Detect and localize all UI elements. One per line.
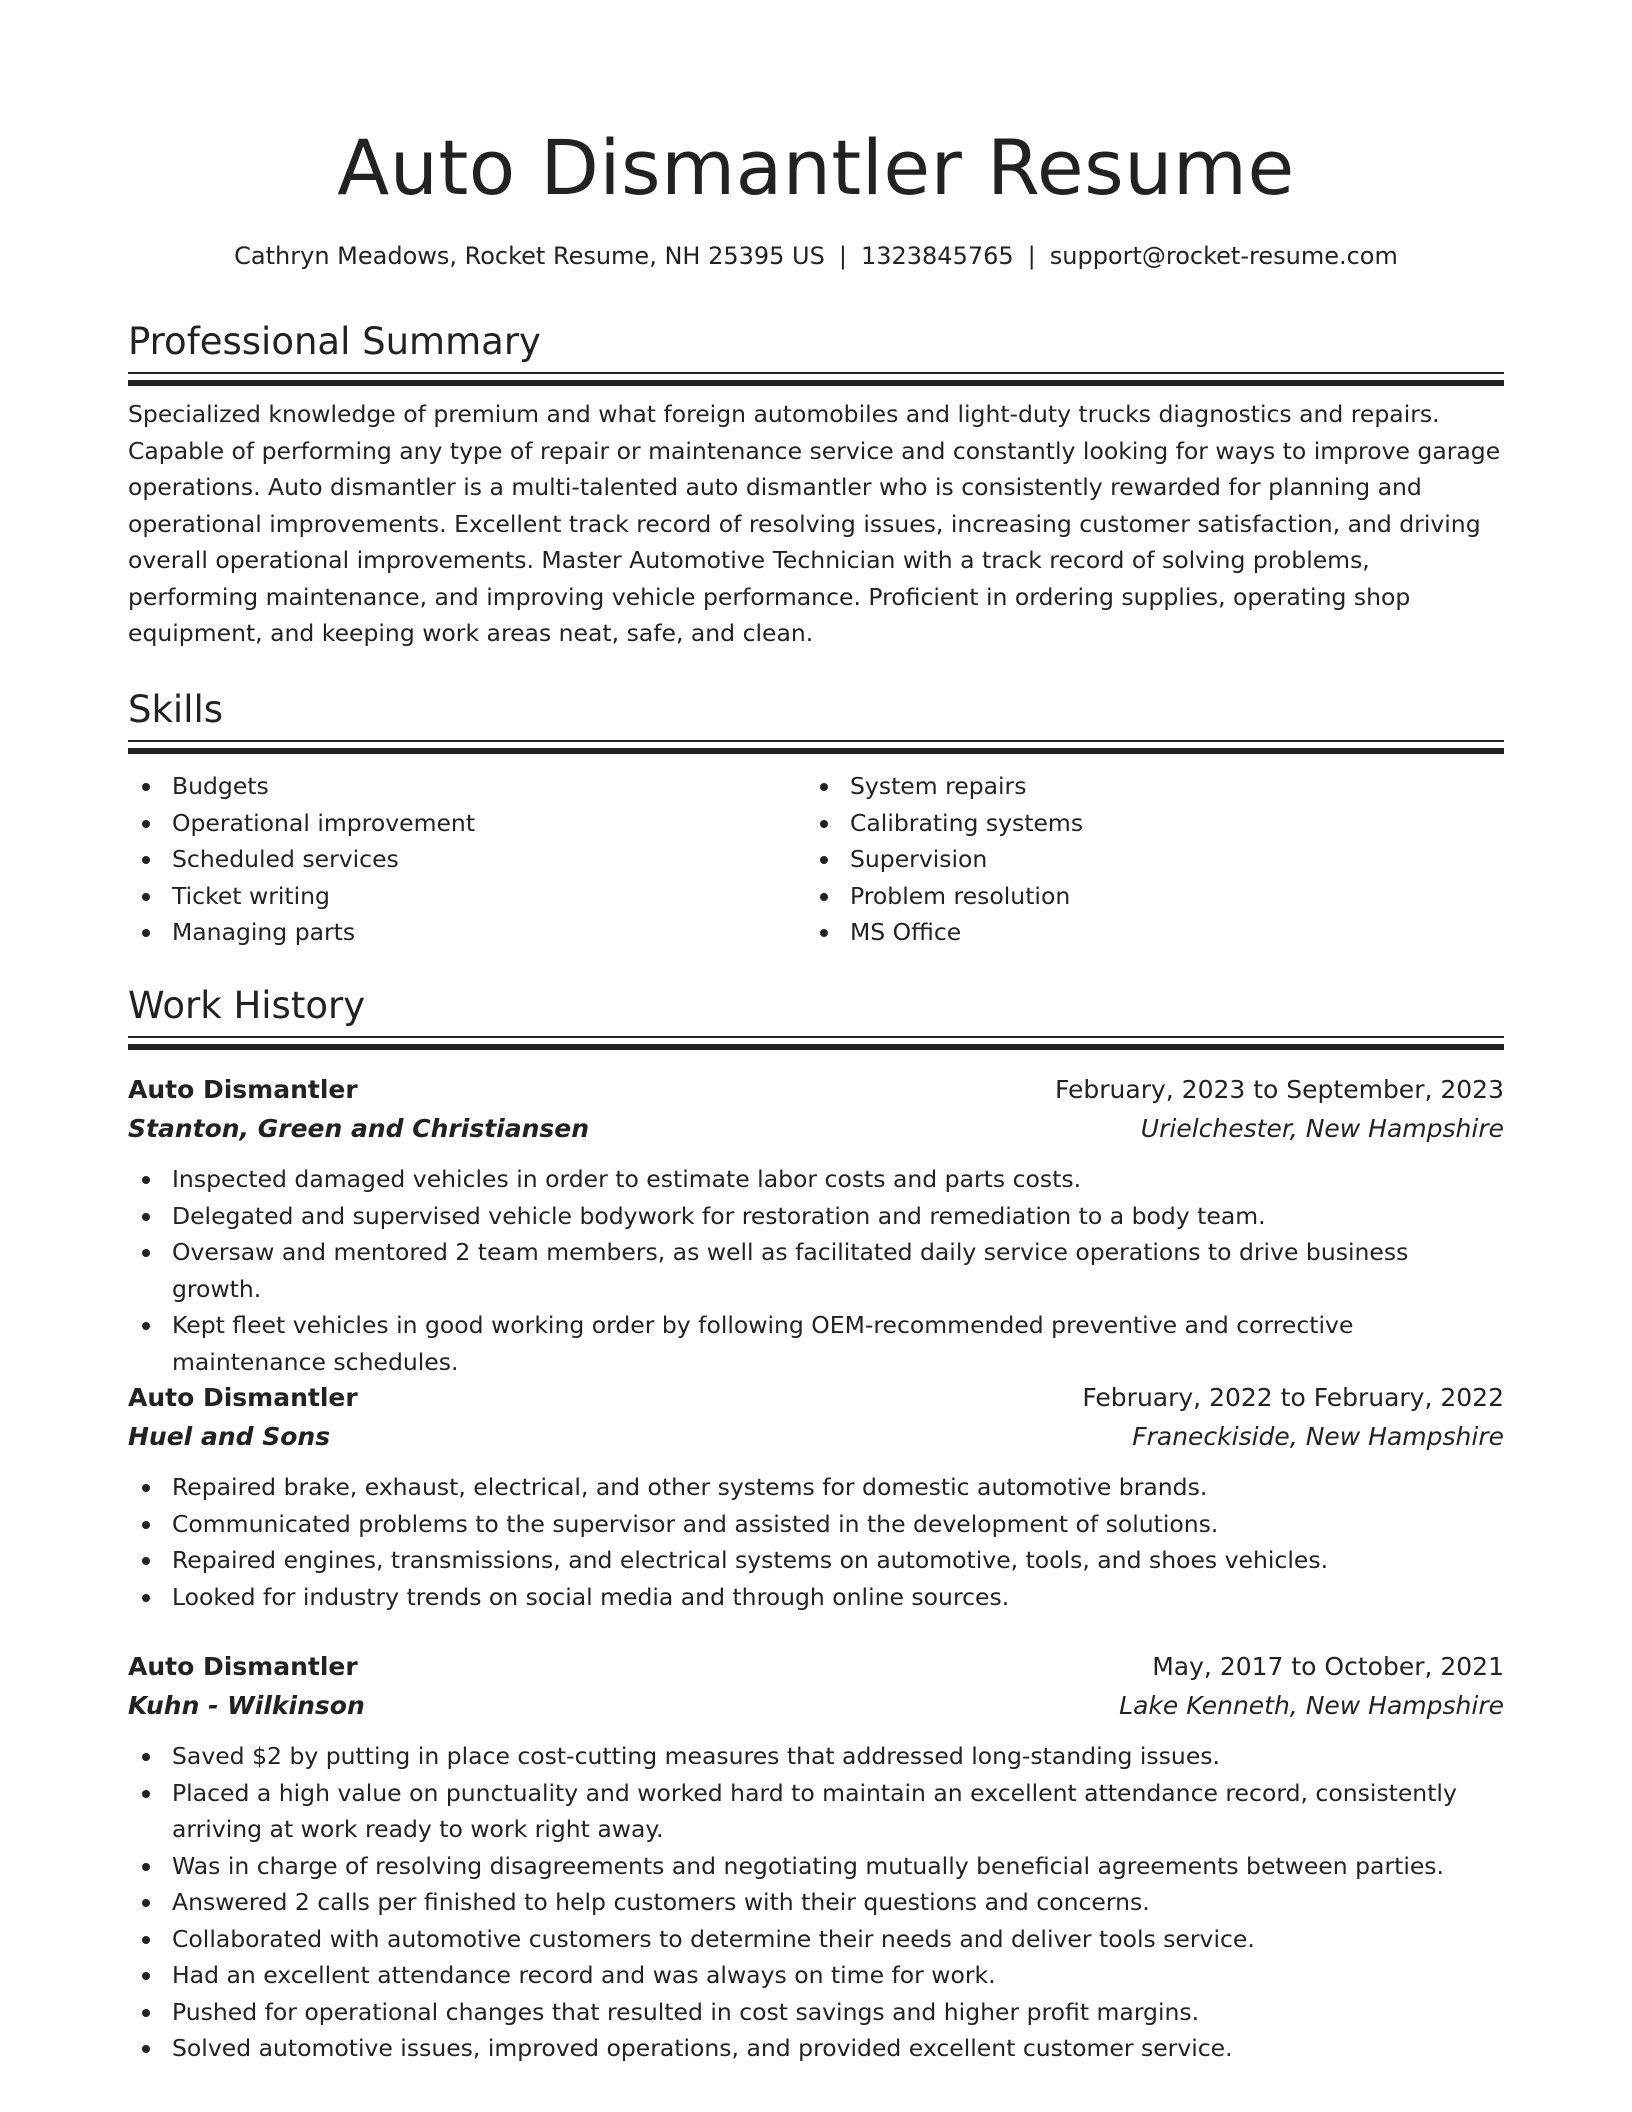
skill-item: Problem resolution [850, 878, 1484, 915]
skill-item: MS Office [850, 914, 1484, 951]
job-bullet: Pushed for operational changes that resulted in cost savings and higher profit margins. [128, 1994, 1504, 2031]
job-company: Huel and Sons [128, 1422, 331, 1451]
contact-phone: 1323845765 [860, 242, 1014, 270]
contact-email: support@rocket-resume.com [1049, 242, 1398, 270]
skill-item: Supervision [850, 841, 1484, 878]
job-location: Franeckiside, New Hampshire [1132, 1422, 1504, 1451]
skill-item: Budgets [172, 768, 806, 805]
skills-column-right [806, 768, 1484, 951]
job-company: Kuhn - Wilkinson [128, 1691, 365, 1720]
skill-item: System repairs [850, 768, 1484, 805]
job-title: Auto Dismantler [128, 1652, 358, 1681]
work-history-section [128, 982, 1504, 1050]
job-bullet: Repaired engines, transmissions, and electrical systems on automotive, tools, and shoes vehicles. [128, 1542, 1504, 1579]
skill-item: Calibrating systems [850, 805, 1484, 842]
job-dates: February, 2023 to September, 2023 [1055, 1075, 1504, 1104]
job-bullet: Placed a high value on punctuality and worked hard to maintain an excellent attendance record, consistently arriving at work ready to work right away. [128, 1775, 1504, 1848]
summary-heading: Professional Summary [128, 320, 541, 363]
skill-item: Scheduled services [172, 841, 806, 878]
job-bullet: Delegated and supervised vehicle bodywork for restoration and remediation to a body team. [128, 1198, 1504, 1235]
contact-line [128, 236, 1504, 276]
resume-title: Auto Dismantler Resume [337, 123, 1295, 212]
summary-text: Specialized knowledge of premium and what foreign automobiles and light-duty trucks diagnostics and repairs. Capable of performing any type of repair or maintenance service and constantly looking for ways to improve garage operations. Auto dismantler is a multi-talented auto dismantler who is consistently rewarded for planning and operational improvements. Excellent track record of resolving issues, increasing customer satisfaction, and driving overall operational improvements. Master Automotive Technician with a track record of solving problems, performing maintenance, and improving vehicle performance. Proficient in ordering supplies, operating shop equipment, and keeping work areas neat, safe, and clean. [128, 400, 1501, 647]
summary-section [128, 318, 1504, 652]
job-bullet: Inspected damaged vehicles in order to estimate labor costs and parts costs. [128, 1161, 1504, 1198]
section-divider [128, 1036, 1504, 1050]
job-bullet: Collaborated with automotive customers to determine their needs and deliver tools service. [128, 1921, 1504, 1958]
job-location: Urielchester, New Hampshire [1140, 1114, 1504, 1143]
job-bullet: Looked for industry trends on social media and through online sources. [128, 1579, 1504, 1616]
job-bullets [128, 1469, 1504, 1615]
job-bullets [128, 1161, 1504, 1380]
job-dates: May, 2017 to October, 2021 [1152, 1652, 1504, 1681]
job-entry [128, 1648, 1504, 2067]
skill-item: Managing parts [172, 914, 806, 951]
contact-separator: | [1027, 242, 1036, 270]
job-title: Auto Dismantler [128, 1383, 358, 1412]
job-dates: February, 2022 to February, 2022 [1082, 1383, 1504, 1412]
skills-grid [128, 768, 1504, 951]
job-entry [128, 1379, 1504, 1615]
skills-section [128, 686, 1504, 951]
job-entry [128, 1071, 1504, 1380]
work-history-heading: Work History [128, 984, 366, 1027]
job-bullet: Kept fleet vehicles in good working order by following OEM-recommended preventive and corrective maintenance schedules. [128, 1307, 1504, 1380]
skill-item: Ticket writing [172, 878, 806, 915]
section-divider [128, 740, 1504, 754]
job-bullet: Saved $2 by putting in place cost-cutting measures that addressed long-standing issues. [128, 1738, 1504, 1775]
job-bullet: Oversaw and mentored 2 team members, as well as facilitated daily service operations to drive business growth. [128, 1234, 1504, 1307]
skills-heading: Skills [128, 688, 224, 731]
job-bullet: Had an excellent attendance record and was always on time for work. [128, 1957, 1504, 1994]
skills-column-left [128, 768, 806, 951]
contact-address: Cathryn Meadows, Rocket Resume, NH 25395 US [234, 242, 825, 270]
job-bullet: Communicated problems to the supervisor and assisted in the development of solutions. [128, 1506, 1504, 1543]
job-bullets [128, 1738, 1504, 2067]
job-bullet: Answered 2 calls per finished to help customers with their questions and concerns. [128, 1884, 1504, 1921]
job-company: Stanton, Green and Christiansen [128, 1114, 590, 1143]
job-bullet: Repaired brake, exhaust, electrical, and other systems for domestic automotive brands. [128, 1469, 1504, 1506]
job-title: Auto Dismantler [128, 1075, 358, 1104]
job-location: Lake Kenneth, New Hampshire [1119, 1691, 1504, 1720]
job-bullet: Solved automotive issues, improved operations, and provided excellent customer service. [128, 2030, 1504, 2067]
contact-separator: | [838, 242, 847, 270]
section-divider [128, 372, 1504, 386]
skill-item: Operational improvement [172, 805, 806, 842]
job-bullet: Was in charge of resolving disagreements and negotiating mutually beneficial agreements between parties. [128, 1848, 1504, 1885]
